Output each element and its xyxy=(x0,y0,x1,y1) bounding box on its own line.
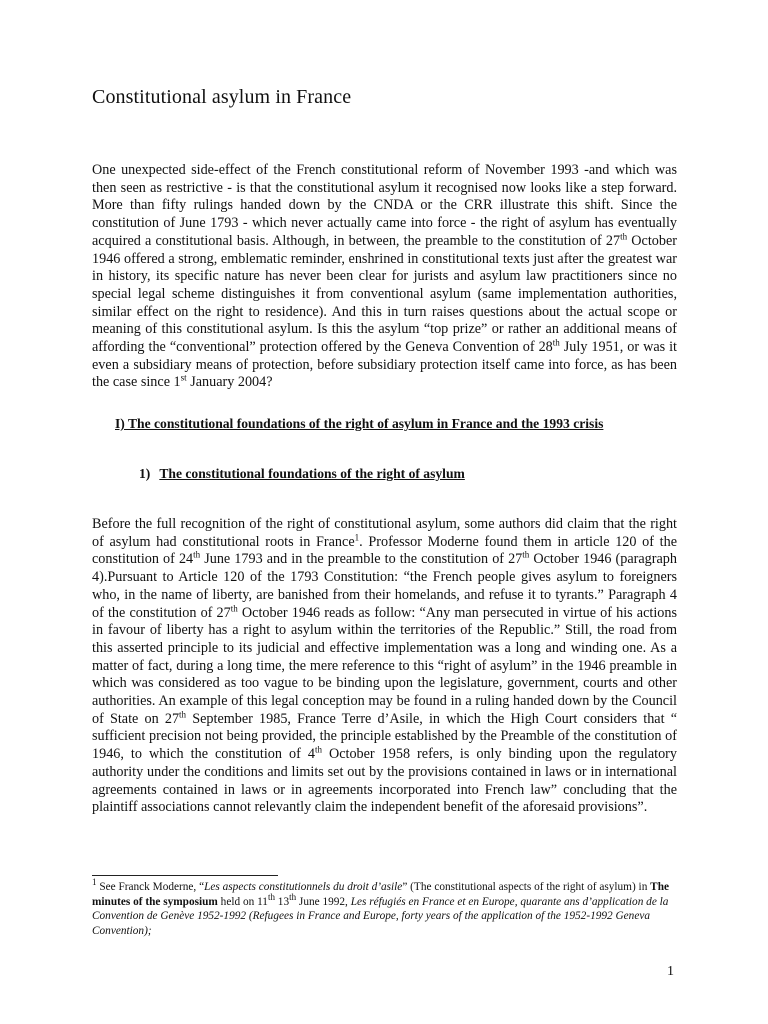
text-run: January 2004? xyxy=(186,374,273,391)
bold-text: The minutes of the symposium xyxy=(92,881,670,908)
ordinal-superscript: st xyxy=(180,372,187,383)
text-run: October 1946 reads as follow: “Any man persecuted in virtue of his actions in favour of liberty has a right to asylum within the territories of the Republic.” Still, the road from this asserted principle to its judicial and effective implementation was a long and winding one. As a matter of fact, during a long time, the mere reference to this “right of asylum” in the 1946 preamble in which was considered as too vague to be binding upon the legislature, government, courts and other authorities. An example of this legal conception may be found in a ruling handed down by the Council of State on 27 xyxy=(92,604,677,727)
text-run: July 1951, or was it even a subsidiary means of protection, before subsidiary protection itself came into force, as has been the case since 1 xyxy=(92,339,677,391)
text-run: . Professor Moderne found them in article 120 of the constitution of 24 xyxy=(92,533,677,568)
intro-paragraph xyxy=(92,162,677,392)
ordinal-superscript: th xyxy=(522,549,530,560)
text-run: October 1946 (paragraph 4).Pursuant to Article 120 of the 1793 Constitution: “the French people gives asylum to foreigners who, in the name of liberty, are banished from their homelands, and refuse it to tyrants.” Paragraph 4 of the constitution of 27 xyxy=(92,551,677,621)
text-run: 13 xyxy=(274,895,290,908)
ordinal-superscript: th xyxy=(193,549,201,560)
body-paragraph xyxy=(92,516,677,817)
ordinal-superscript: th xyxy=(230,602,238,613)
ordinal-superscript: th xyxy=(267,891,275,902)
footnote-divider xyxy=(92,875,278,876)
text-run: ” (The constitutional aspects of the right of asylum) in xyxy=(402,881,651,893)
document-title: Constitutional asylum in France xyxy=(92,86,352,108)
text-run: See Franck Moderne, “ xyxy=(96,881,205,893)
ordinal-superscript: th xyxy=(620,231,628,242)
text-run: Before the full recognition of the right of constitutional asylum, some authors did claim that the right of asylum had constitutional roots in France xyxy=(92,516,677,550)
footnote xyxy=(92,877,677,938)
subsection-heading xyxy=(139,466,465,482)
text-run: September 1985, France Terre d’Asile, in which the High Court considers that “ sufficient precision not being provided, the principle established by the Preamble of the constitution of 1946, to which the constitution of 4 xyxy=(92,710,677,763)
text-run: June 1992, xyxy=(296,895,351,908)
italic-title: Les aspects constitutionnels du droit d’asile xyxy=(204,881,403,893)
subsection-number: 1) xyxy=(139,466,151,481)
ordinal-superscript: th xyxy=(179,709,187,719)
ordinal-superscript: th xyxy=(314,744,322,755)
footnote-reference[interactable]: 1 xyxy=(354,531,360,542)
page-number: 1 xyxy=(667,964,674,979)
footnote-marker: 1 xyxy=(92,877,97,888)
italic-title: Les réfugiés en France et en Europe, quarante ans d’application de la Convention de Genève 1952-1992 (Refugees in France and Europe, forty years of the application of the 1952-1992 Geneva Convention); xyxy=(92,895,669,937)
text-run: held on 11 xyxy=(217,895,268,908)
ordinal-superscript: th xyxy=(552,337,560,348)
text-run: One unexpected side-effect of the French constitutional reform of November 1993 -and which was then seen as restrictive - is that the constitutional asylum it recognised now looks like a step forward. More than fifty rulings handed down by the CNDA or the CRR illustrate this shift. Since the constitution of June 1793 - which never actually came into force - the right of asylum has eventually acquired a constitutional basis. Although, in between, the preamble to the constitution of 27 xyxy=(92,162,677,249)
ordinal-superscript: th xyxy=(289,891,297,902)
text-run: October 1958 refers, is only binding upon the regulatory authority under the conditions and limits set out by the provisions contained in laws or in international agreements contained in laws or in agreements incorporated into French law” concluding that the plaintiff associations cannot relevantly claim the independent benefit of the aforesaid provisions”. xyxy=(92,746,677,816)
text-run: October 1946 offered a strong, emblematic reminder, enshrined in constitutional texts just after the greatest war in history, its specific nature has never been clear for jurists and asylum law practitioners since no special legal scheme distinguishes it from conventional asylum (same implementation authorities, similar effect on the right to residence). And this in turn raises questions about the actual scope or meaning of this constitutional asylum. Is this the asylum “top prize” or rather an additional means of affording the “conventional” protection offered by the Geneva Convention of 28 xyxy=(92,232,677,356)
section-heading: I) The constitutional foundations of the right of asylum in France and the 1993 crisis xyxy=(115,416,604,431)
subsection-label: The constitutional foundations of the right of asylum xyxy=(159,466,465,481)
text-run: June 1793 and in the preamble to the constitution of 27 xyxy=(200,551,523,568)
